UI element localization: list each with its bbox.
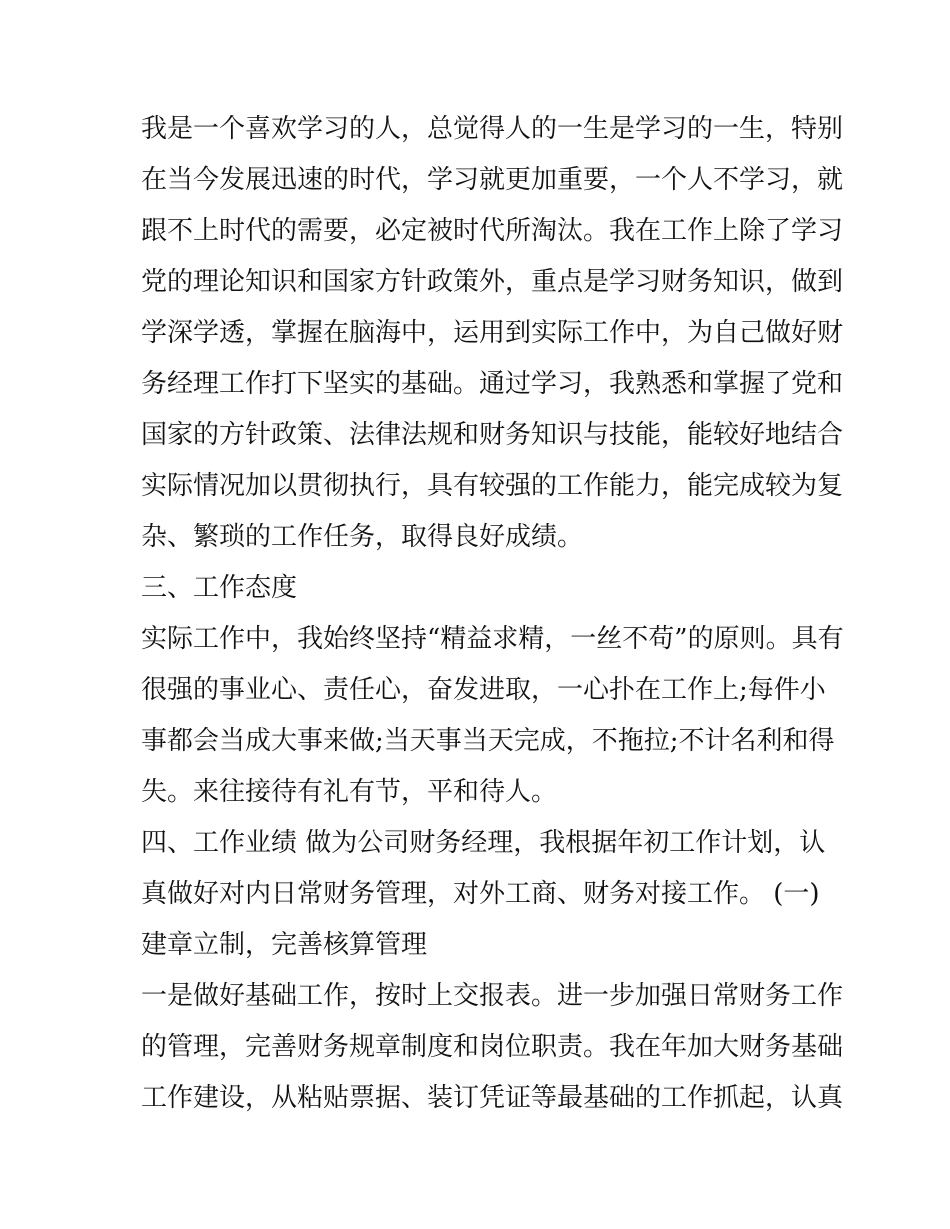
text-line: 跟不上时代的需要，必定被时代所淘汰。我在工作上除了学习 bbox=[141, 216, 844, 246]
text-line: 实际工作中，我始终坚持“精益求精，一丝不苟”的原则。具有 bbox=[141, 624, 844, 654]
text-line: 实际情况加以贯彻执行，具有较强的工作能力，能完成较为复 bbox=[141, 471, 844, 501]
text-line: 事都会当成大事来做;当天事当天完成，不拖拉;不计名利和得 bbox=[141, 726, 835, 756]
subsection-heading: 建章立制，完善核算管理 bbox=[141, 930, 428, 960]
text-line: 学深学透，掌握在脑海中，运用到实际工作中，为自己做好财 bbox=[141, 318, 844, 348]
section-heading: 四、工作业绩 做为公司财务经理，我根据年初工作计划，认 bbox=[141, 828, 826, 858]
text-line: 失。来往接待有礼有节，平和待人。 bbox=[141, 777, 558, 807]
text-line: 国家的方针政策、法律法规和财务知识与技能，能较好地结合 bbox=[141, 420, 844, 450]
text-line: 一是做好基础工作，按时上交报表。进一步加强日常财务工作 bbox=[141, 981, 844, 1011]
text-line: 党的理论知识和国家方针政策外，重点是学习财务知识，做到 bbox=[141, 267, 844, 297]
text-line: 我是一个喜欢学习的人，总觉得人的一生是学习的一生，特别 bbox=[141, 114, 844, 144]
text-line: 的管理，完善财务规章制度和岗位职责。我在年加大财务基础 bbox=[141, 1032, 844, 1062]
body-text bbox=[141, 104, 844, 1124]
section-heading: 三、工作态度 bbox=[141, 573, 298, 603]
text-line: 工作建设，从粘贴票据、装订凭证等最基础的工作抓起，认真 bbox=[141, 1083, 844, 1113]
text-line: 杂、繁琐的工作任务，取得良好成绩。 bbox=[141, 522, 584, 552]
text-line: 真做好对内日常财务管理，对外工商、财务对接工作。 (一) bbox=[141, 879, 820, 909]
text-line: 务经理工作打下坚实的基础。通过学习，我熟悉和掌握了党和 bbox=[141, 369, 844, 399]
text-line: 在当今发展迅速的时代，学习就更加重要，一个人不学习，就 bbox=[141, 165, 844, 195]
text-line: 很强的事业心、责任心，奋发进取，一心扑在工作上;每件小 bbox=[141, 675, 826, 705]
